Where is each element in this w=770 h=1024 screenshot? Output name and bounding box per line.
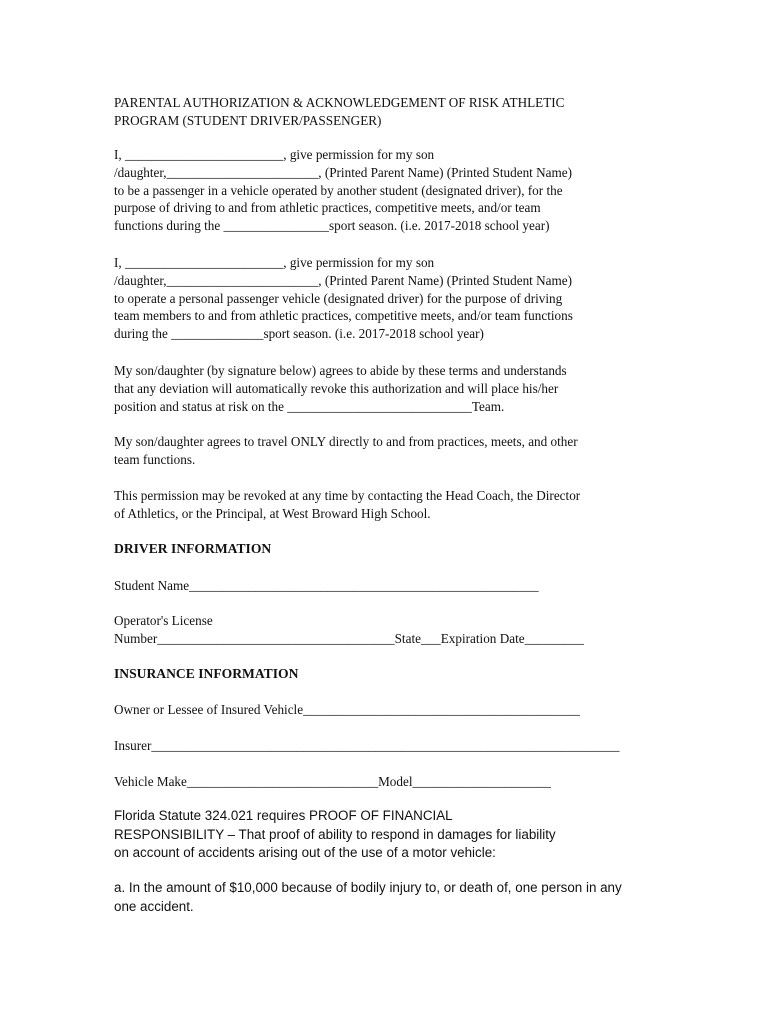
insurance-information-heading: INSURANCE INFORMATION	[114, 666, 299, 681]
paragraph-line: I, ________________________, give permission for my son	[114, 147, 435, 162]
paragraph-line: to be a passenger in a vehicle operated by another student (designated driver), for the	[114, 182, 563, 198]
owner-lessee-field[interactable]: Owner or Lessee of Insured Vehicle__________________________________________	[114, 702, 581, 717]
paragraph-line: a. In the amount of $10,000 because of bodily injury to, or death of, one person in any	[114, 880, 622, 895]
paragraph-line: to operate a personal passenger vehicle (designated driver) for the purpose of driving	[114, 290, 563, 306]
paragraph-line: team members to and from athletic practices, competitive meets, and/or team functions	[114, 308, 573, 324]
field-line: Number____________________________________State___Expiration Date_________	[114, 630, 584, 646]
paragraph-line: My son/daughter agrees to travel ONLY directly to and from practices, meets, and other	[114, 434, 578, 449]
paragraph-line: purpose of driving to and from athletic practices, competitive meets, and/or team	[114, 200, 541, 216]
terms-paragraph	[114, 362, 674, 415]
driver-information-heading: DRIVER INFORMATION	[114, 541, 272, 556]
paragraph-line: position and status at risk on the ____________________________Team.	[114, 398, 505, 414]
paragraph-line: My son/daughter (by signature below) agrees to abide by these terms and understands	[114, 363, 567, 378]
paragraph-line: functions during the ________________sport season. (i.e. 2017-2018 school year)	[114, 218, 550, 234]
field-label: Operator's License	[114, 613, 213, 628]
title-line: PROGRAM (STUDENT DRIVER/PASSENGER)	[114, 112, 382, 128]
travel-paragraph	[114, 433, 674, 469]
document-title	[114, 94, 674, 130]
student-name-field[interactable]: Student Name_____________________________________________________	[114, 578, 539, 593]
statute-paragraph	[114, 807, 674, 863]
paragraph-line: during the ______________sport season. (i.e. 2017-2018 school year)	[114, 326, 484, 342]
paragraph-line: that any deviation will automatically revoke this authorization and will place his/her	[114, 380, 559, 396]
paragraph-line: /daughter,_______________________, (Printed Parent Name) (Printed Student Name)	[114, 164, 573, 180]
driver-permission-paragraph	[114, 254, 674, 343]
operator-license-field[interactable]	[114, 612, 674, 648]
paragraph-line: of Athletics, or the Principal, at West Broward High School.	[114, 505, 431, 521]
paragraph-line: This permission may be revoked at any time by contacting the Head Coach, the Director	[114, 488, 581, 503]
paragraph-line: Florida Statute 324.021 requires PROOF OF FINANCIAL	[114, 808, 453, 823]
clause-a-paragraph	[114, 879, 674, 916]
paragraph-line: /daughter,_______________________, (Printed Parent Name) (Printed Student Name)	[114, 272, 573, 288]
paragraph-line: I, ________________________, give permission for my son	[114, 255, 435, 270]
paragraph-line: team functions.	[114, 451, 196, 467]
revoke-paragraph	[114, 487, 674, 523]
paragraph-line: RESPONSIBILITY – That proof of ability to respond in damages for liability	[114, 826, 556, 842]
insurer-field[interactable]: Insurer_______________________________________________________________________	[114, 738, 620, 753]
paragraph-line: on account of accidents arising out of the use of a motor vehicle:	[114, 845, 496, 860]
title-line: PARENTAL AUTHORIZATION & ACKNOWLEDGEMENT OF RISK ATHLETIC	[114, 95, 565, 110]
paragraph-line: one accident.	[114, 898, 194, 914]
passenger-permission-paragraph	[114, 146, 674, 235]
vehicle-make-model-field[interactable]: Vehicle Make_____________________________Model_____________________	[114, 774, 551, 789]
